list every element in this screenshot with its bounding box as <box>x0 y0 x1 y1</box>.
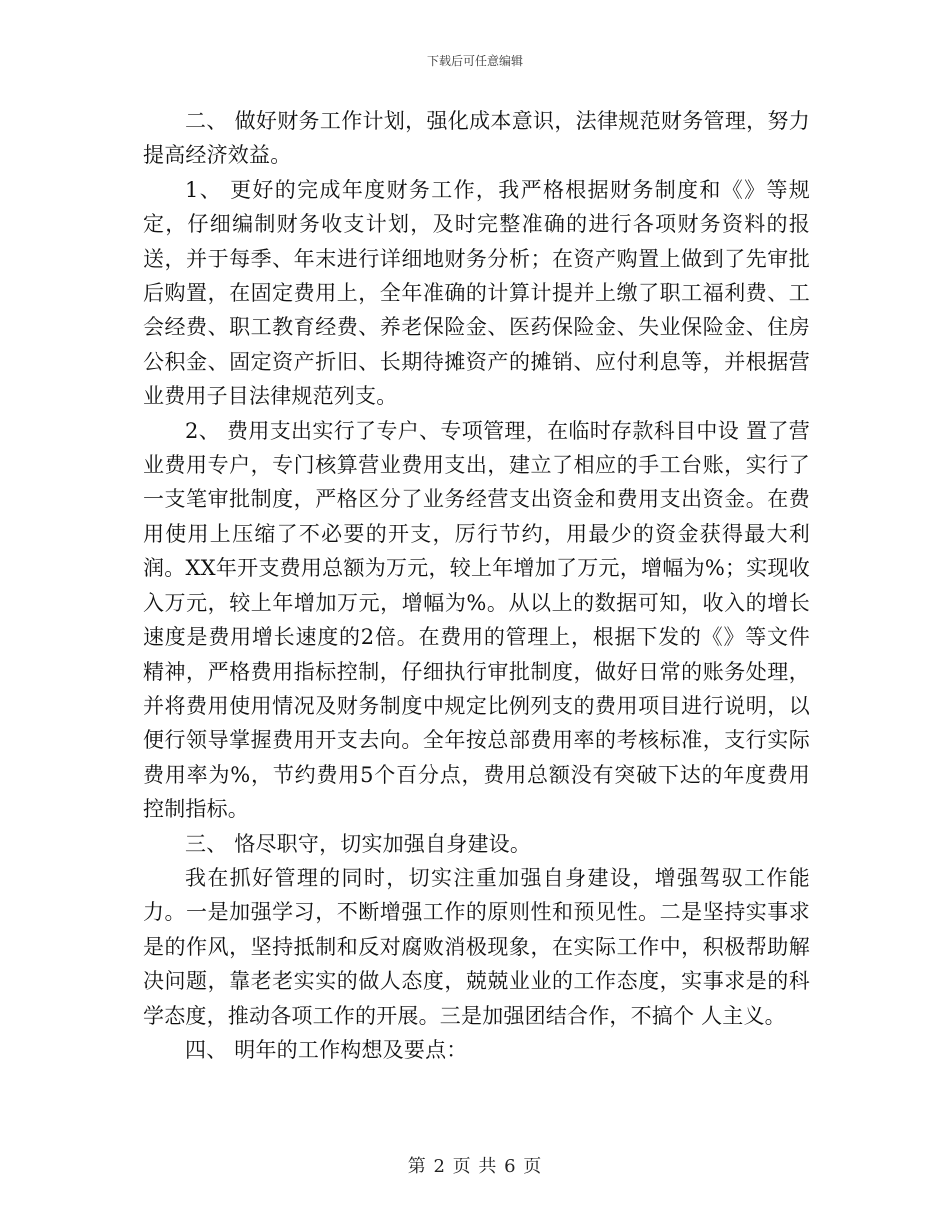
section-heading-2: 二、 做好财务工作计划，强化成本意识，法律规范财务管理，努力提高经济效益。 <box>143 109 810 168</box>
page-number: 第 2 页 共 6 页 <box>407 1156 543 1177</box>
document-body <box>143 104 810 1067</box>
page-header: 下载后可任意编辑 <box>426 54 523 68</box>
body-paragraph-1: 1、 更好的完成年度财务工作，我严格根据财务制度和《》等规定，仔细编制财务收支计划，及时完整准确的进行各项财务资料的报送，并于每季、年末进行详细地财务分析；在资产购置上做到了先审批后购置，在固定费用上，全年准确的计算计提并上缴了职工福利费、工会经费、职工教育经费、养老保险金、医药保险金、失业保险金、住房公积金、固定资产折旧、长期待摊资产的摊销、应付利息等，并根据营业费用子目法律规范列支。 <box>143 177 810 409</box>
section-heading-3: 三、 恪尽职守，切实加强自身建设。 <box>185 831 532 856</box>
body-paragraph-3: 我在抓好管理的同时，切实注重加强自身建设，增强驾驭工作能力。一是加强学习，不断增强工作的原则性和预见性。二是坚持实事求是的作风，坚持抵制和反对腐败消极现象，在实际工作中，积极帮助解决问题，靠老老实实的做人态度，兢兢业业的工作态度，实事求是的科学态度，推动各项工作的开展。三是加强团结合作，不搞个 人主义。 <box>143 865 810 1028</box>
body-paragraph-2: 2、 费用支出实行了专户、专项管理，在临时存款科目中设 置了营业费用专户，专门核算营业费用支出，建立了相应的手工台账，实行了一支笔审批制度，严格区分了业务经营支出资金和费用支出资金。在费用使用上压缩了不必要的开支，厉行节约，用最少的资金获得最大利润。XX年开支费用总额为万元，较上年增加了万元，增幅为%；实现收入万元，较上年增加万元，增幅为%。从以上的数据可知，收入的增长速度是费用增长速度的2倍。在费用的管理上，根据下发的《》等文件精神，严格费用指标控制，仔细执行审批制度，做好日常的账务处理，并将费用使用情况及财务制度中规定比例列支的费用项目进行说明，以便行领导掌握费用开支去向。全年按总部费用率的考核标准，支行实际费用率为%，节约费用5个百分点，费用总额没有突破下达的年度费用控制指标。 <box>143 418 810 822</box>
section-heading-4: 四、 明年的工作构想及要点： <box>185 1037 468 1062</box>
